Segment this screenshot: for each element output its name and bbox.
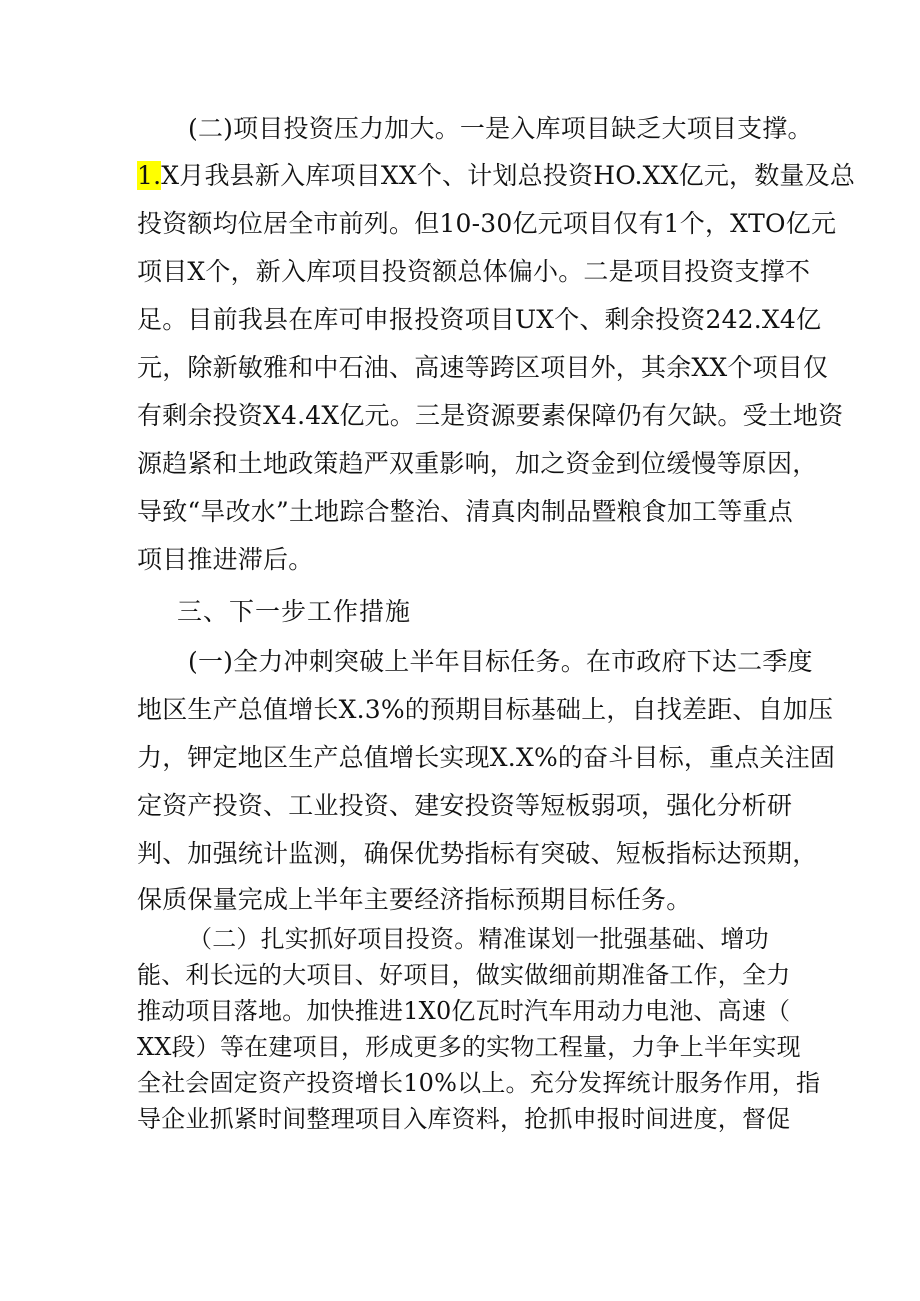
paragraph-line: (二)项目投资压力加大。一是入库项目缺乏大项目支撑。 [188, 114, 813, 143]
paragraph-line: 有剩余投资X4.4X亿元。三是资源要素保障仍有欠缺。受土地资 [137, 401, 844, 430]
paragraph-line: 力，钾定地区生产总值增长实现X.X%的奋斗目标，重点关注固 [137, 743, 836, 772]
paragraph-line: (一)全力冲刺突破上半年目标任务。在市政府下达二季度 [188, 647, 813, 676]
paragraph-line: 保质保量完成上半年主要经济指标预期目标任务。 [137, 885, 692, 914]
section-heading: 三、下一步工作措施 [177, 597, 412, 626]
paragraph-line: 足。目前我县在库可申报投资项目UX个、剩余投资242.X4亿 [137, 305, 822, 334]
paragraph-line: 推动项目落地。加快推进1X0亿瓦时汽车用动力电池、高速（ [137, 997, 791, 1025]
paragraph-line: 项目X个，新入库项目投资额总体偏小。二是项目投资支撑不 [137, 257, 811, 286]
paragraph-line: （二）扎实抓好项目投资。精准谋划一批强基础、增功 [188, 925, 769, 953]
paragraph-line: XX段）等在建项目，形成更多的实物工程量，力争上半年实现 [137, 1033, 801, 1061]
paragraph-line: 能、利长远的大项目、好项目，做实做细前期准备工作，全力 [137, 961, 791, 989]
paragraph-line: 判、加强统计监测，确保优势指标有突破、短板指标达预期， [137, 839, 818, 868]
paragraph-line: 源趋紧和土地政策趋严双重影响，加之资金到位缓慢等原因， [137, 449, 818, 478]
paragraph-line: 元，除新敏雅和中石油、高速等跨区项目外，其余XX个项目仅 [137, 353, 829, 382]
highlight-marker: 1. [137, 161, 162, 190]
paragraph-line: 地区生产总值增长X.3%的预期目标基础上，自找差距、自加压 [137, 695, 834, 724]
paragraph-line: 投资额均位居全市前列。但10-30亿元项目仅有1个，XTO亿元 [137, 209, 837, 238]
paragraph-line: 定资产投资、工业投资、建安投资等短板弱项，强化分析研 [137, 791, 793, 820]
paragraph-line: 导致“旱改水”土地踪合整治、清真肉制品暨粮食加工等重点 [137, 497, 793, 526]
paragraph-line: 导企业抓紧时间整理项目入库资料，抢抓申报时间进度，督促 [137, 1105, 791, 1133]
paragraph-line: 1.X月我县新入库项目XX个、计划总投资HO.XX亿元，数量及总 [137, 161, 856, 190]
paragraph-line: 项目推进滞后。 [137, 545, 314, 574]
paragraph-line: 全社会固定资产投资增长10%以上。充分发挥统计服务作用，指 [137, 1069, 821, 1097]
